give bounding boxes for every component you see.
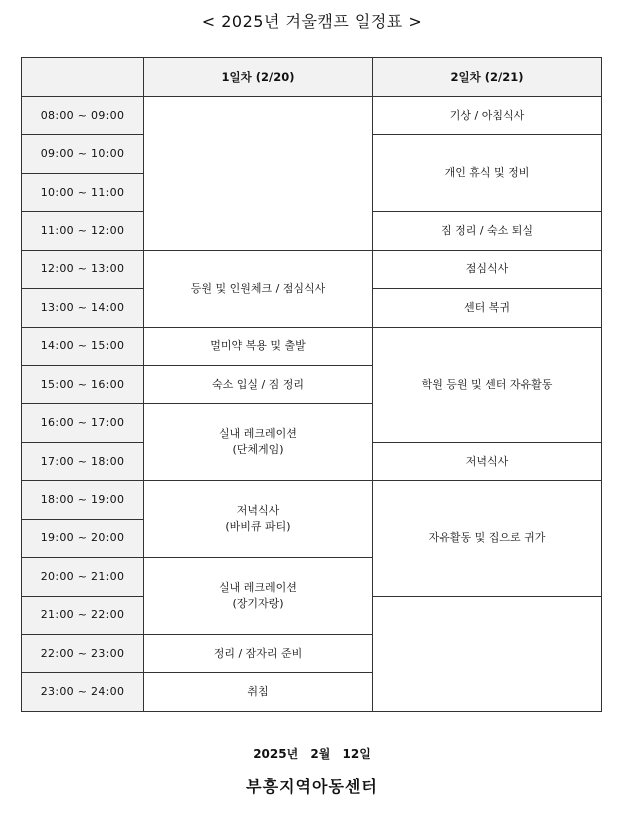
time-cell: 17:00 ~ 18:00 — [22, 442, 144, 480]
day1-recreation-talent: 실내 레크레이션 (장기자랑) — [144, 558, 373, 635]
day1-arrival: 등원 및 인원체크 / 점심식사 — [144, 250, 373, 327]
schedule-table — [21, 57, 602, 712]
day2-return: 센터 복귀 — [373, 289, 602, 327]
day2-dinner: 저녁식사 — [373, 442, 602, 480]
footer-date: 2025년 2월 12일 — [253, 747, 371, 761]
time-cell: 23:00 ~ 24:00 — [22, 673, 144, 712]
time-cell: 20:00 ~ 21:00 — [22, 558, 144, 596]
time-cell: 18:00 ~ 19:00 — [22, 481, 144, 519]
time-cell: 15:00 ~ 16:00 — [22, 365, 144, 403]
day1-recreation-group: 실내 레크레이션 (단체게임) — [144, 404, 373, 481]
time-cell: 14:00 ~ 15:00 — [22, 327, 144, 365]
header-day1: 1일차 (2/20) — [144, 58, 373, 97]
table-row — [22, 97, 602, 135]
day2-checkout: 짐 정리 / 숙소 퇴실 — [373, 212, 602, 250]
day1-cleanup: 정리 / 잠자리 준비 — [144, 634, 373, 672]
time-cell: 13:00 ~ 14:00 — [22, 289, 144, 327]
day2-wakeup: 기상 / 아침식사 — [373, 97, 602, 135]
day2-rest: 개인 휴식 및 정비 — [373, 135, 602, 212]
day1-dinner: 저녁식사 (바비큐 파티) — [144, 481, 373, 558]
time-cell: 22:00 ~ 23:00 — [22, 634, 144, 672]
time-cell: 10:00 ~ 11:00 — [22, 173, 144, 211]
table-row — [22, 250, 602, 288]
day2-lunch: 점심식사 — [373, 250, 602, 288]
header-day2: 2일차 (2/21) — [373, 58, 602, 97]
header-row — [22, 58, 602, 97]
day2-empty-night — [373, 596, 602, 711]
day1-checkin: 숙소 입실 / 짐 정리 — [144, 365, 373, 403]
time-cell: 12:00 ~ 13:00 — [22, 250, 144, 288]
time-cell: 19:00 ~ 20:00 — [22, 519, 144, 557]
time-cell: 11:00 ~ 12:00 — [22, 212, 144, 250]
time-cell: 08:00 ~ 09:00 — [22, 97, 144, 135]
time-cell: 21:00 ~ 22:00 — [22, 596, 144, 634]
table-row — [22, 327, 602, 365]
table-row — [22, 481, 602, 519]
day2-parents: 학원 등원 및 센터 자유활동 — [373, 327, 602, 442]
header-corner — [22, 58, 144, 97]
page-title: < 2025년 겨울캠프 일정표 > — [201, 12, 423, 31]
footer-organization: 부흥지역아동센터 — [246, 777, 378, 796]
time-cell: 09:00 ~ 10:00 — [22, 135, 144, 173]
day1-empty-morning — [144, 97, 373, 251]
day2-free: 자유활동 및 집으로 귀가 — [373, 481, 602, 596]
day1-sleep: 취침 — [144, 673, 373, 712]
time-cell: 16:00 ~ 17:00 — [22, 404, 144, 442]
day1-medicine: 멀미약 복용 및 출발 — [144, 327, 373, 365]
